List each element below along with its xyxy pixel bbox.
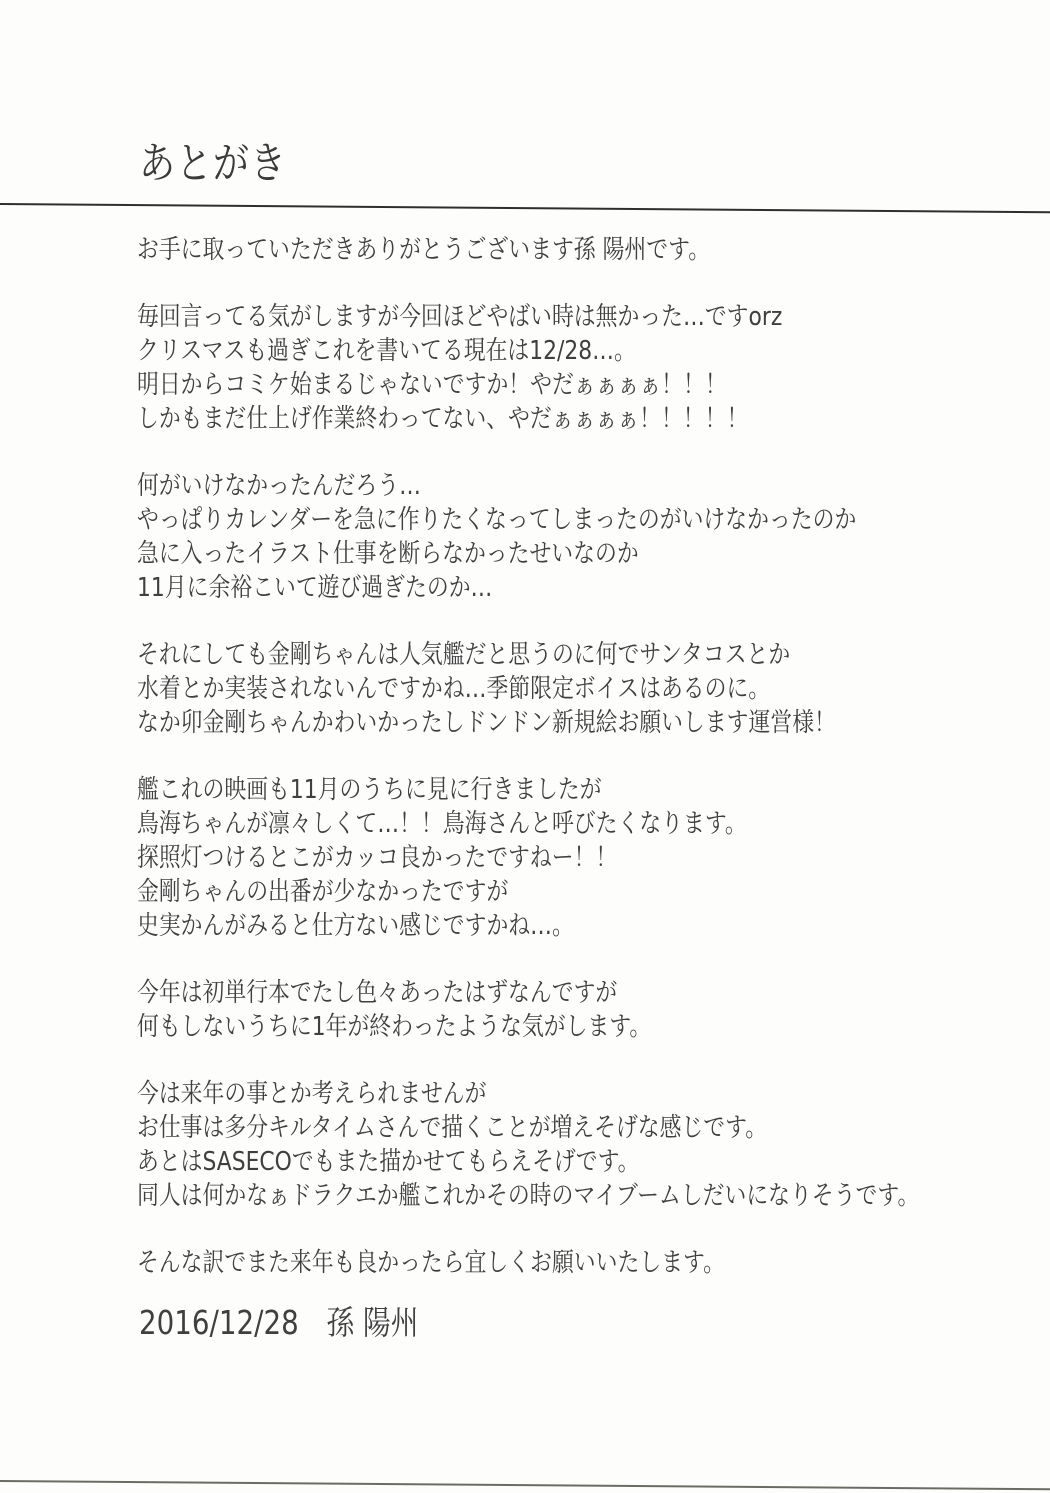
paragraph bbox=[137, 773, 919, 943]
text-line: 探照灯つけるとこがカッコ良かったですねー！！ bbox=[137, 843, 618, 873]
text-line: なか卯金剛ちゃんかわいかったしドンドン新規絵お願いします運営様！ bbox=[137, 708, 836, 738]
paragraph bbox=[137, 1246, 919, 1280]
text-line: 金剛ちゃんの出番が少なかったですが bbox=[137, 877, 509, 907]
text-line: やっぱりカレンダーを急に作りたくなってしまったのがいけなかったのか bbox=[137, 505, 857, 535]
text-line: お手に取っていただきありがとうございます孫 陽州です。 bbox=[137, 235, 711, 265]
text-line: 史実かんがみると仕方ない感じですかね…。 bbox=[137, 911, 574, 941]
signature-line: 2016/12/28 孫 陽州 bbox=[139, 1303, 419, 1342]
text-line: 今年は初単行本でたし色々あったはずなんですが bbox=[137, 978, 618, 1008]
text-line: それにしても金剛ちゃんは人気艦だと思うのに何でサンタコスとか bbox=[137, 640, 791, 670]
paragraph bbox=[137, 976, 919, 1044]
paragraph bbox=[137, 1077, 919, 1213]
afterword-body bbox=[137, 233, 919, 1280]
footer-rule bbox=[0, 1480, 1050, 1491]
page-title: あとがき bbox=[139, 139, 287, 189]
text-line: 11月に余裕こいて遊び過ぎたのか… bbox=[137, 573, 493, 603]
paragraph bbox=[137, 638, 919, 740]
text-line: 明日からコミケ始まるじゃないですか！やだぁぁぁぁ！！！ bbox=[137, 370, 727, 400]
text-line: クリスマスも過ぎこれを書いてる現在は12/28…。 bbox=[137, 336, 636, 366]
text-line: 何がいけなかったんだろう… bbox=[137, 471, 421, 501]
paragraph bbox=[137, 300, 919, 436]
text-line: 急に入ったイラスト仕事を断らなかったせいなのか bbox=[137, 539, 639, 569]
text-line: 毎回言ってる気がしますが今回ほどやばい時は無かった…ですorz bbox=[137, 302, 783, 332]
text-line: 艦これの映画も11月のうちに見に行きましたが bbox=[137, 775, 602, 805]
text-line: そんな訳でまた来年も良かったら宜しくお願いいたします。 bbox=[137, 1248, 725, 1278]
text-line: 同人は何かなぁドラクエか艦これかその時のマイブームしだいになりそうです。 bbox=[137, 1181, 920, 1211]
text-line: 水着とか実装されないんですかね…季節限定ボイスはあるのに。 bbox=[137, 674, 771, 704]
text-line: 今は来年の事とか考えられませんが bbox=[137, 1079, 487, 1109]
paragraph bbox=[137, 469, 919, 605]
text-line: お仕事は多分キルタイムさんで描くことが増えそげな感じです。 bbox=[137, 1113, 768, 1143]
text-line: あとはSASECOでもまた描かせてもらえそげです。 bbox=[137, 1147, 640, 1177]
paragraph bbox=[137, 233, 919, 267]
text-line: 鳥海ちゃんが凛々しくて…！！鳥海さんと呼びたくなります。 bbox=[137, 809, 747, 839]
text-line: しかもまだ仕上げ作業終わってない、やだぁぁぁぁ！！！！！ bbox=[137, 404, 749, 434]
text-line: 何もしないうちに1年が終わったような気がします。 bbox=[137, 1012, 652, 1042]
header-rule bbox=[0, 203, 1050, 214]
